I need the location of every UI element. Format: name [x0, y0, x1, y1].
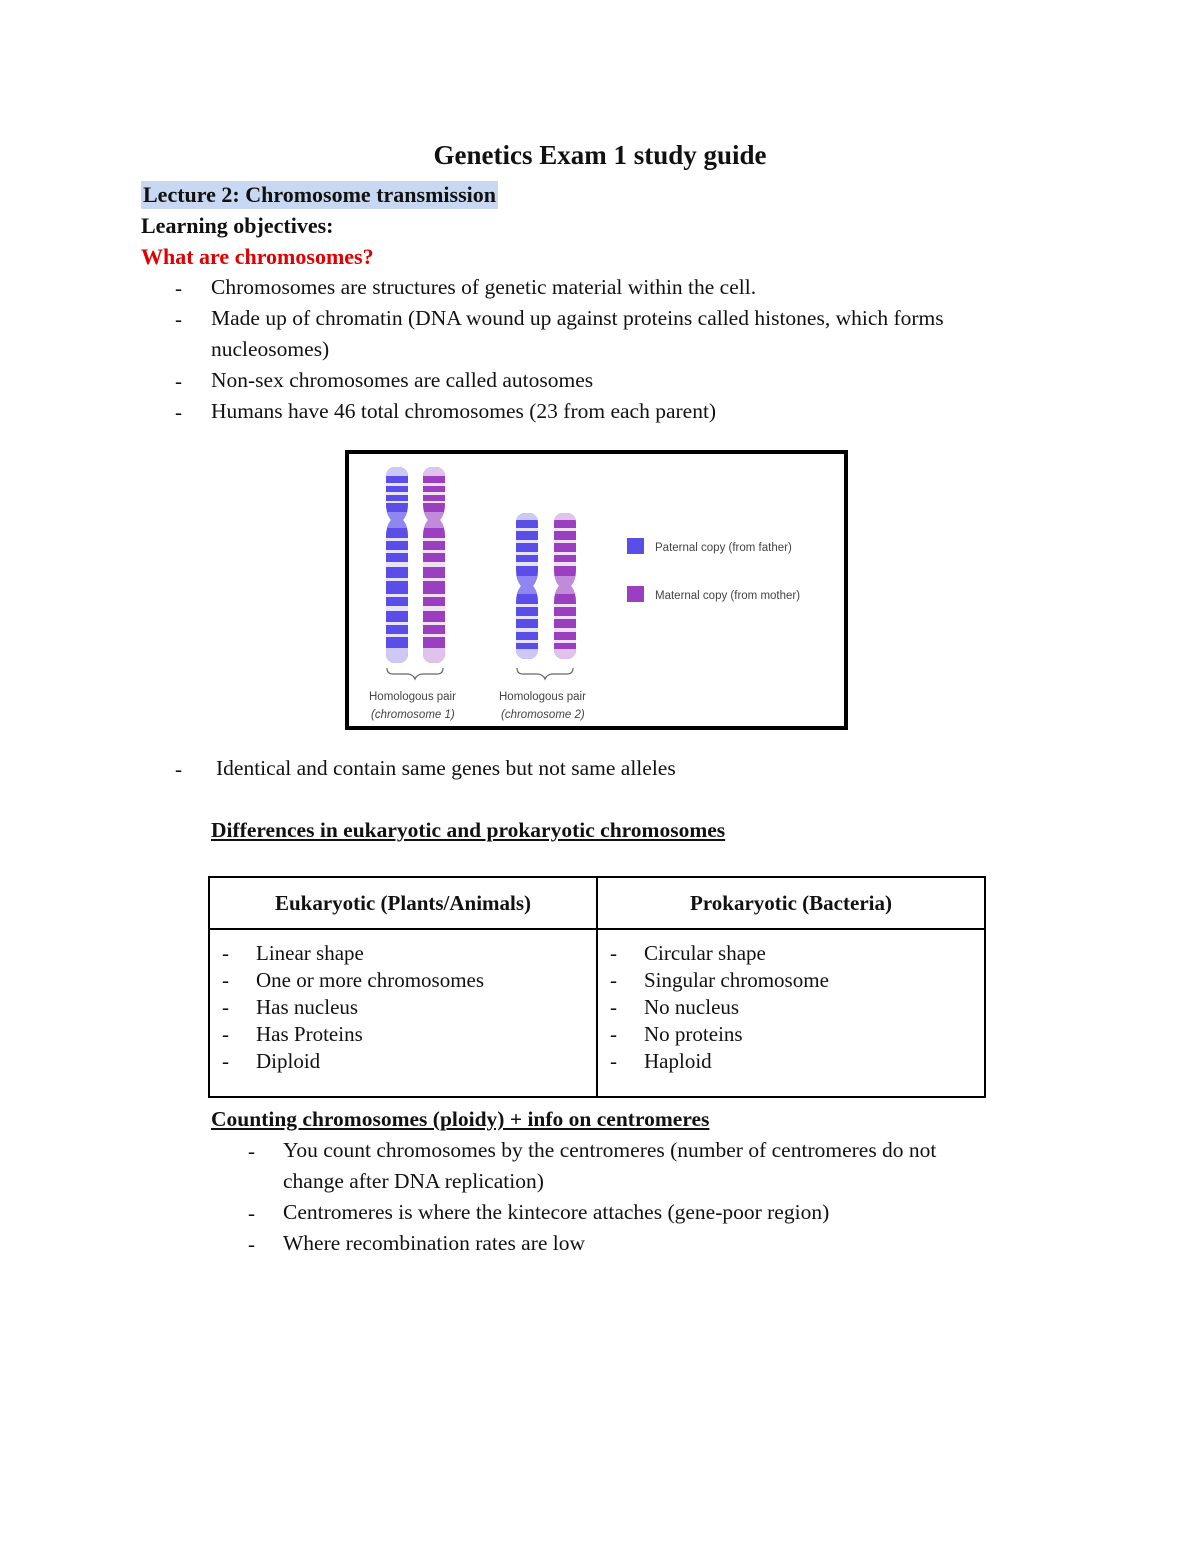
- bullet-text-continued: change after DNA replication): [283, 1169, 544, 1193]
- homologous-pairs-figure: [345, 450, 848, 730]
- list-item: - No proteins: [610, 1022, 743, 1046]
- list-item: - Has Proteins: [222, 1022, 363, 1046]
- list-item: - Haploid: [610, 1049, 712, 1073]
- chromosome-2-paternal: [509, 506, 545, 666]
- counting-heading: Counting chromosomes (ploidy) + info on centromeres: [211, 1107, 710, 1131]
- pair-1-brace: [387, 668, 443, 679]
- lecture-heading: Lecture 2: Chromosome transmission: [143, 182, 496, 207]
- list-item: - No nucleus: [610, 995, 740, 1019]
- list-item: - Diploid: [222, 1049, 321, 1073]
- table-header-prokaryotic: Prokaryotic (Bacteria): [597, 877, 985, 929]
- pair-1-label-line2: (chromosome 1): [371, 709, 455, 721]
- learning-objectives-label: Learning objectives:: [141, 213, 334, 238]
- table-header-eukaryotic: Eukaryotic (Plants/Animals): [209, 877, 597, 929]
- pair-2-brace: [517, 668, 573, 679]
- bullet-text: Identical and contain same genes but not same alleles: [216, 756, 676, 780]
- bullet-dash: -: [175, 307, 182, 331]
- bullet-dash: -: [248, 1232, 255, 1256]
- bullet-text: Where recombination rates are low: [283, 1231, 586, 1255]
- chromosome-1-maternal: [417, 462, 453, 672]
- legend-maternal-swatch: [627, 586, 644, 602]
- chromosome-1-paternal: [379, 462, 415, 672]
- bullet-text: Chromosomes are structures of genetic material within the cell.: [211, 275, 757, 299]
- legend-paternal-label: Paternal copy (from father): [655, 542, 792, 554]
- list-item: - Linear shape: [222, 941, 364, 965]
- bullet-text: Made up of chromatin (DNA wound up against proteins called histones, which forms: [211, 306, 944, 330]
- list-item: - One or more chromosomes: [222, 968, 485, 992]
- differences-heading: Differences in eukaryotic and prokaryotic chromosomes: [211, 818, 726, 842]
- document-title: Genetics Exam 1 study guide: [433, 140, 767, 170]
- bullet-dash: -: [175, 400, 182, 424]
- bullet-dash: -: [175, 276, 182, 300]
- bullet-dash: -: [248, 1139, 255, 1163]
- bullet-dash: -: [248, 1201, 255, 1225]
- eukaryotic-cell: [209, 929, 597, 1097]
- comparison-table: [208, 876, 986, 1084]
- bullet-text: Non-sex chromosomes are called autosomes: [211, 368, 594, 392]
- pair-2-label-line2: (chromosome 2): [501, 709, 585, 721]
- legend-paternal-swatch: [627, 538, 644, 554]
- pair-2-label-line1: Homologous pair: [499, 691, 586, 703]
- prokaryotic-cell: [597, 929, 985, 1097]
- list-item: - Singular chromosome: [610, 968, 829, 992]
- list-item: - Has nucleus: [222, 995, 359, 1019]
- pair-1-label-line1: Homologous pair: [369, 691, 456, 703]
- bullet-text: Centromeres is where the kintecore attaches (gene-poor region): [283, 1200, 830, 1224]
- bullet-dash: -: [175, 757, 182, 781]
- legend-maternal-label: Maternal copy (from mother): [655, 590, 801, 602]
- bullet-text-continued: nucleosomes): [211, 337, 330, 361]
- bullet-dash: -: [175, 369, 182, 393]
- chromosome-2-maternal: [547, 506, 583, 666]
- chromosome-diagram: [349, 454, 844, 726]
- list-item: - Circular shape: [610, 941, 766, 965]
- bullet-text: Humans have 46 total chromosomes (23 from each parent): [211, 399, 717, 423]
- bullet-text: You count chromosomes by the centromeres (number of centromeres do not: [283, 1138, 937, 1162]
- question-heading: What are chromosomes?: [141, 244, 374, 269]
